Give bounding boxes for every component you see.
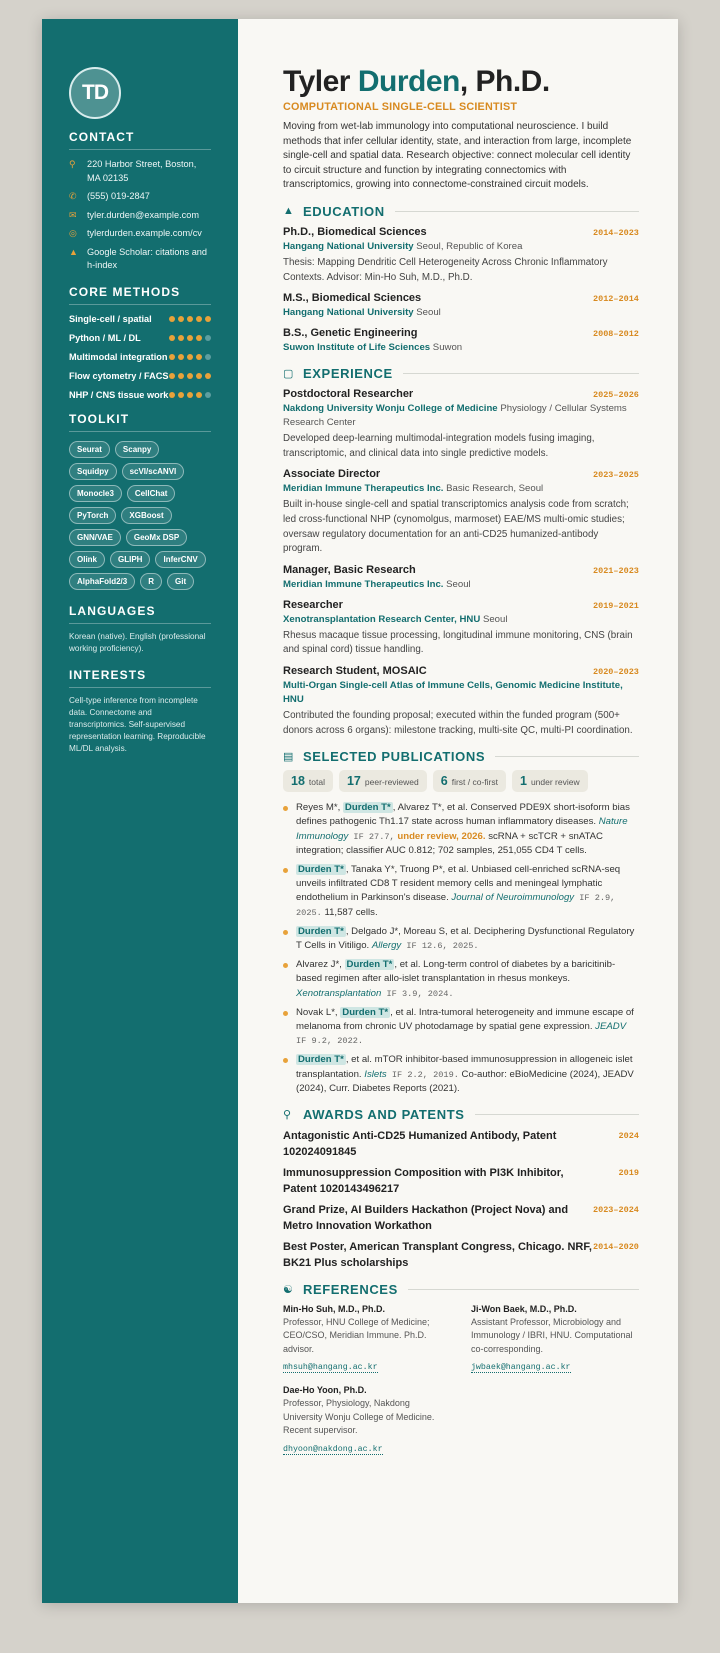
tool-tag: Scanpy — [115, 441, 159, 458]
stat-number: 6 — [440, 774, 448, 789]
pub-title: , et al. Intra-tumoral heterogeneity and immune escape of melanoma from chronic UV photodamage by spatial gene expression. — [296, 1006, 634, 1032]
publication-stat — [512, 770, 588, 792]
tool-tag: R — [140, 573, 162, 590]
contact-heading: CONTACT — [69, 130, 211, 150]
reference-item — [283, 1384, 451, 1456]
reference-email[interactable]: jwbaek@hangang.ac.kr — [470, 1363, 571, 1373]
entry-title: Researcher — [283, 598, 343, 611]
entry-dates: 2012–2014 — [593, 294, 639, 305]
languages-heading: LANGUAGES — [69, 604, 211, 624]
people-icon: ☯ — [283, 1283, 293, 1296]
tool-tag: Squidpy — [69, 463, 117, 480]
entry-dates: 2020–2023 — [593, 666, 639, 677]
contact-website[interactable]: ◎ tylerdurden.example.com/cv — [69, 227, 211, 241]
entry-title-row — [283, 664, 639, 679]
entry-title-row — [283, 467, 639, 482]
reference-item — [471, 1303, 639, 1375]
level-dot — [205, 354, 211, 360]
experience-section-header: ▢ EXPERIENCE — [283, 366, 639, 381]
entry-title: M.S., Biomedical Sciences — [283, 292, 422, 305]
entry-organization — [283, 240, 639, 254]
pub-authors-before: Alvarez J*, — [296, 959, 345, 971]
tool-tag: Git — [167, 573, 194, 590]
author-highlight: Durden T* — [298, 863, 344, 875]
pub-notes: Co-author: eBioMedicine (2024), JEADV (2024), Curr. Diabetes Reports (2021). — [296, 1068, 634, 1094]
publication-list — [283, 801, 639, 1096]
entry-title: Ph.D., Biomedical Sciences — [283, 225, 427, 238]
journal-name: Islets — [364, 1068, 387, 1080]
tool-tag: Seurat — [69, 441, 110, 458]
impact-factor: IF 27.7, — [348, 831, 395, 842]
education-entry — [283, 225, 639, 285]
toolkit-heading: TOOLKIT — [69, 412, 211, 432]
interests-heading: INTERESTS — [69, 668, 211, 688]
experience-entry — [283, 598, 639, 658]
publication-stats — [283, 770, 639, 792]
publication-item — [283, 801, 639, 858]
entry-organization — [283, 482, 639, 496]
reference-email[interactable]: dhyoon@nakdong.ac.kr — [283, 1444, 383, 1454]
level-dot — [196, 335, 202, 341]
experience-entry — [283, 387, 639, 461]
level-dot — [196, 316, 202, 322]
impact-factor: IF 3.9, 2024. — [381, 988, 454, 999]
pub-title: , et al. Long-term control of diabetes by a baricitinib-based regimen after allo-islet transplantation in rhesus monkeys. — [296, 959, 616, 985]
resume-page — [42, 19, 678, 1603]
tool-tag: scVI/scANVI — [122, 463, 185, 480]
tool-tag: Olink — [69, 551, 105, 568]
level-dot — [196, 373, 202, 379]
method-label: Flow cytometry / FACS — [69, 370, 169, 381]
level-dot — [196, 392, 202, 398]
publication-item — [283, 958, 639, 1001]
level-dot — [187, 373, 193, 379]
skill-level-dots — [169, 335, 211, 341]
methods-list — [69, 313, 211, 402]
organization-name: Meridian Immune Therapeutics Inc. — [283, 578, 444, 590]
award-dates: 2019 — [618, 1167, 639, 1178]
entry-title-row — [283, 598, 639, 613]
phone-icon: ✆ — [69, 191, 77, 201]
stat-label: total — [308, 777, 325, 788]
organization-location: Seoul — [482, 613, 508, 625]
entry-description: Contributed the founding proposal; executed within the funded program (500+ donors across 6 organs): milestone tracking, multi-site QC, multi-PI coordination. — [283, 709, 633, 736]
award-item — [283, 1239, 639, 1271]
tool-tag: GNN/VAE — [69, 529, 121, 546]
tool-tag: Monocle3 — [69, 485, 122, 502]
contact-scholar[interactable]: ▲ Google Scholar: citations and h-index — [69, 246, 211, 273]
summary: Moving from wet-lab immunology into computational neuroscience. I build methods that infer cellular identity, state, and interaction from large, incomplete single-cell and spatial data. Research objective: connect molecular cell identity to circuit structure and function by integrating connectomics with transcriptomics, growing into connectome-constrained circuit models. — [283, 121, 632, 191]
pub-authors-before: Novak L*, — [296, 1006, 341, 1018]
entry-organization — [283, 578, 639, 592]
contact-address: ⚲ 220 Harbor Street, Boston, MA 02135 — [69, 158, 211, 185]
publication-stat — [283, 770, 333, 792]
email-icon: ✉ — [69, 209, 77, 220]
method-row — [69, 370, 211, 383]
organization-location: Seoul — [446, 578, 471, 590]
tool-tag: InferCNV — [155, 551, 205, 568]
reference-name: Ji-Won Baek, M.D., Ph.D. — [470, 1303, 577, 1314]
skill-level-dots — [169, 392, 211, 398]
entry-title-row — [283, 387, 639, 402]
level-dot — [187, 335, 193, 341]
pub-notes: scRNA + scTCR + snATAC integration; classifier AUC 0.812; 702 samples, 251,055 CD4 T cells. — [296, 830, 603, 856]
document-icon: ▤ — [283, 751, 294, 764]
level-dot — [205, 373, 211, 379]
award-item — [283, 1128, 639, 1160]
level-dot — [187, 354, 193, 360]
author-highlight: Durden T* — [298, 925, 344, 937]
publication-stat — [433, 770, 506, 792]
entry-organization — [283, 679, 639, 707]
stat-label: under review — [530, 777, 580, 788]
briefcase-icon: ▢ — [283, 368, 294, 381]
education-entry — [283, 326, 639, 355]
location-icon: ⚲ — [69, 159, 76, 169]
references-list — [283, 1303, 639, 1456]
organization-location: Seoul, Republic of Korea — [416, 240, 523, 252]
entry-dates: 2014–2023 — [593, 227, 639, 238]
level-dot — [178, 335, 184, 341]
level-dot — [205, 392, 211, 398]
entry-title: Research Student, MOSAIC — [283, 664, 427, 677]
level-dot — [169, 335, 175, 341]
publication-item — [283, 925, 639, 953]
award-dates: 2014–2020 — [593, 1241, 639, 1252]
award-icon: ⚲ — [283, 1108, 292, 1121]
entry-description: Rhesus macaque tissue processing, longitudinal immune monitoring, CNS (brain and spinal cord) tissue handling. — [283, 629, 633, 656]
reference-name: Dae-Ho Yoon, Ph.D. — [283, 1385, 367, 1396]
stat-number: 17 — [346, 774, 361, 789]
organization-location: Physiology / Cellular Systems Research Center — [283, 403, 627, 429]
publication-item — [283, 863, 639, 920]
entry-dates: 2008–2012 — [593, 329, 639, 340]
organization-location: Seoul — [416, 307, 441, 319]
level-dot — [196, 354, 202, 360]
method-row — [69, 351, 211, 364]
entry-organization — [283, 306, 639, 320]
author-highlight: Durden T* — [298, 1054, 344, 1066]
author-highlight: Durden T* — [344, 802, 391, 814]
tool-tag: AlphaFold2/3 — [69, 573, 135, 590]
reference-description: Professor, Physiology, Nakdong University Wonju College of Medicine. Recent supervisor. — [283, 1398, 435, 1436]
method-row — [69, 332, 211, 345]
avatar: TD — [69, 67, 121, 119]
organization-name: Hangang National University — [283, 307, 414, 319]
tool-tag: GeoMx DSP — [126, 529, 187, 546]
contact-phone: ✆ (555) 019-2847 — [69, 190, 211, 204]
pub-title: , Alvarez T*, et al. Conserved PDE9X short-isoform bias defines pathogenic Th1.17 state across human inflammatory diseases. — [296, 802, 630, 828]
entry-title: Associate Director — [283, 468, 381, 481]
stat-label: peer-reviewed — [364, 777, 419, 788]
award-item — [283, 1165, 639, 1197]
page-title: Tyler Durden, Ph.D. — [283, 65, 550, 98]
entry-title: Manager, Basic Research — [283, 563, 416, 576]
reference-email[interactable]: mhsuh@hangang.ac.kr — [283, 1363, 378, 1373]
pub-notes: 11,587 cells. — [321, 906, 378, 918]
organization-name: Hangang National University — [283, 240, 414, 252]
education-entry — [283, 291, 639, 320]
impact-factor: IF 2.2, 2019. — [386, 1069, 459, 1080]
skill-level-dots — [169, 373, 211, 379]
level-dot — [178, 373, 184, 379]
references-section-header: ☯ REFERENCES — [283, 1282, 639, 1297]
job-title: COMPUTATIONAL SINGLE-CELL SCIENTIST — [283, 101, 518, 113]
tool-tag: GLIPH — [110, 551, 150, 568]
experience-entry — [283, 563, 639, 592]
award-title: Best Poster, American Transplant Congress, Chicago. NRF, BK21 Plus scholarships — [283, 1240, 592, 1269]
skill-level-dots — [169, 354, 211, 360]
interests-text: Cell-type inference from incomplete data. Connectome and transcriptomics. Self-supervised representation learning. Reproducible ML/DL analysis. — [69, 695, 206, 753]
impact-factor: IF 12.6, 2025. — [401, 940, 479, 951]
publication-stat — [339, 770, 427, 792]
journal-name: Nature Immunology — [296, 816, 628, 842]
pub-authors-before: Reyes M*, — [296, 802, 343, 814]
entry-title-row — [283, 291, 639, 306]
languages-text: Korean (native). English (professional working proficiency). — [69, 631, 206, 653]
scholar-icon: ▲ — [69, 246, 78, 257]
method-row — [69, 389, 211, 402]
skill-level-dots — [169, 316, 211, 322]
level-dot — [187, 316, 193, 322]
level-dot — [178, 354, 184, 360]
level-dot — [205, 335, 211, 341]
award-title: Immunosuppression Composition with PI3K Inhibitor, Patent 1020143496217 — [283, 1166, 564, 1195]
organization-name: Multi-Organ Single-cell Atlas of Immune Cells, Genomic Medicine Institute, HNU — [283, 679, 623, 705]
publications-section-header: ▤ SELECTED PUBLICATIONS — [283, 749, 639, 764]
entry-dates: 2019–2021 — [593, 600, 639, 611]
tool-tag: XGBoost — [121, 507, 171, 524]
organization-name: Suwon Institute of Life Sciences — [283, 342, 431, 354]
journal-name: Xenotransplantation — [296, 987, 382, 999]
publication-item — [283, 1006, 639, 1049]
award-item — [283, 1202, 639, 1234]
entry-description: Thesis: Mapping Dendritic Cell Heterogeneity Across Chronic Inflammatory Contexts. Advisor: Min-Ho Suh, M.D., Ph.D. — [283, 256, 608, 283]
entry-description: Built in-house single-cell and spatial transcriptomics analysis code from scratch; led cross-functional NHP (cynomolgus, marmoset) EAE/MS multi-omic studies; oversaw regulatory documentation for an anti-CD25 humanized-antibody program. — [283, 499, 629, 555]
entry-title-row — [283, 563, 639, 578]
review-status: under review, 2026. — [394, 830, 486, 842]
experience-list — [283, 387, 639, 738]
experience-entry — [283, 467, 639, 556]
method-label: Single-cell / spatial — [69, 313, 152, 324]
stat-number: 18 — [291, 774, 305, 789]
award-title: Grand Prize, AI Builders Hackathon (Project Nova) and Metro Innovation Workathon — [283, 1203, 569, 1232]
entry-description: Developed deep-learning multimodal-integration models fusing imaging, transcriptomic, and clinical data into single predictive models. — [283, 433, 595, 459]
entry-organization — [283, 341, 639, 355]
pub-title: , Tanaka Y*, Truong P*, et al. Unbiased cell-enriched scRNA-seq unveils infiltrated CD8 T resident memory cells and meningeal lymphatic endothelium in Parkinson's disease. — [296, 863, 621, 904]
pub-title: , et al. mTOR inhibitor-based immunosuppression in allogeneic islet transplantation. — [296, 1054, 633, 1080]
journal-name: JEADV — [595, 1020, 627, 1032]
entry-title: B.S., Genetic Engineering — [283, 327, 418, 340]
entry-title-row — [283, 326, 639, 341]
stat-number: 1 — [520, 774, 527, 789]
level-dot — [169, 392, 175, 398]
journal-name: Allergy — [371, 939, 402, 951]
method-label: Multimodal integration — [69, 351, 168, 362]
method-label: NHP / CNS tissue work — [69, 389, 169, 400]
level-dot — [178, 392, 184, 398]
contact-email[interactable]: ✉ tyler.durden@example.com — [69, 209, 211, 223]
experience-entry — [283, 664, 639, 738]
organization-location: Basic Research, Seoul — [446, 483, 544, 495]
pub-title: , Delgado J*, Moreau S, et al. Deciphering Dysfunctional Regulatory T Cells in Vitiligo. — [296, 925, 635, 951]
impact-factor: IF 9.2, 2022. — [296, 1036, 364, 1047]
entry-dates: 2021–2023 — [593, 565, 639, 576]
award-dates: 2024 — [618, 1130, 639, 1141]
awards-list — [283, 1128, 639, 1271]
tool-tag: PyTorch — [69, 507, 116, 524]
level-dot — [205, 316, 211, 322]
method-row — [69, 313, 211, 326]
level-dot — [169, 373, 175, 379]
impact-factor: IF 2.9, 2025. — [296, 893, 616, 918]
contact-list — [69, 158, 211, 273]
reference-item — [283, 1303, 451, 1375]
organization-location: Suwon — [432, 342, 463, 354]
toolkit-list — [69, 441, 211, 590]
level-dot — [187, 392, 193, 398]
tool-tag: CellChat — [127, 485, 175, 502]
entry-title: Postdoctoral Researcher — [283, 388, 414, 401]
stat-label: first / co-first — [451, 777, 498, 788]
reference-description: Professor, HNU College of Medicine; CEO/CSO, Meridian Immune. Ph.D. advisor. — [283, 1316, 430, 1354]
journal-name: Journal of Neuroimmunology — [451, 892, 575, 904]
method-label: Python / ML / DL — [69, 332, 141, 343]
entry-title-row — [283, 225, 639, 240]
reference-description: Assistant Professor, Microbiology and Immunology / IBRI, HNU. Computational co-corresponding. — [470, 1316, 633, 1354]
methods-heading: CORE METHODS — [69, 285, 211, 305]
organization-name: Xenotransplantation Research Center, HNU — [283, 613, 481, 625]
awards-section-header: ⚲ AWARDS AND PATENTS — [283, 1107, 639, 1122]
entry-dates: 2023–2025 — [593, 470, 639, 481]
entry-organization — [283, 402, 639, 430]
publication-item — [283, 1053, 639, 1096]
organization-name: Meridian Immune Therapeutics Inc. — [283, 483, 444, 495]
education-section-header: ▲ EDUCATION — [283, 204, 639, 219]
entry-organization — [283, 613, 639, 627]
education-list — [283, 225, 639, 355]
main-content — [238, 19, 685, 1603]
reference-name: Min-Ho Suh, M.D., Ph.D. — [283, 1303, 385, 1314]
author-highlight: Durden T* — [342, 1006, 389, 1018]
entry-dates: 2025–2026 — [593, 390, 639, 401]
graduation-cap-icon: ▲ — [283, 205, 294, 218]
sidebar — [42, 19, 238, 1603]
award-title: Antagonistic Anti-CD25 Humanized Antibody, Patent 102024091845 — [283, 1129, 557, 1158]
globe-icon: ◎ — [69, 228, 77, 238]
author-highlight: Durden T* — [346, 959, 393, 971]
organization-name: Nakdong University Wonju College of Medicine — [283, 403, 498, 415]
level-dot — [178, 316, 184, 322]
level-dot — [169, 316, 175, 322]
award-dates: 2023–2024 — [593, 1204, 639, 1215]
level-dot — [169, 354, 175, 360]
